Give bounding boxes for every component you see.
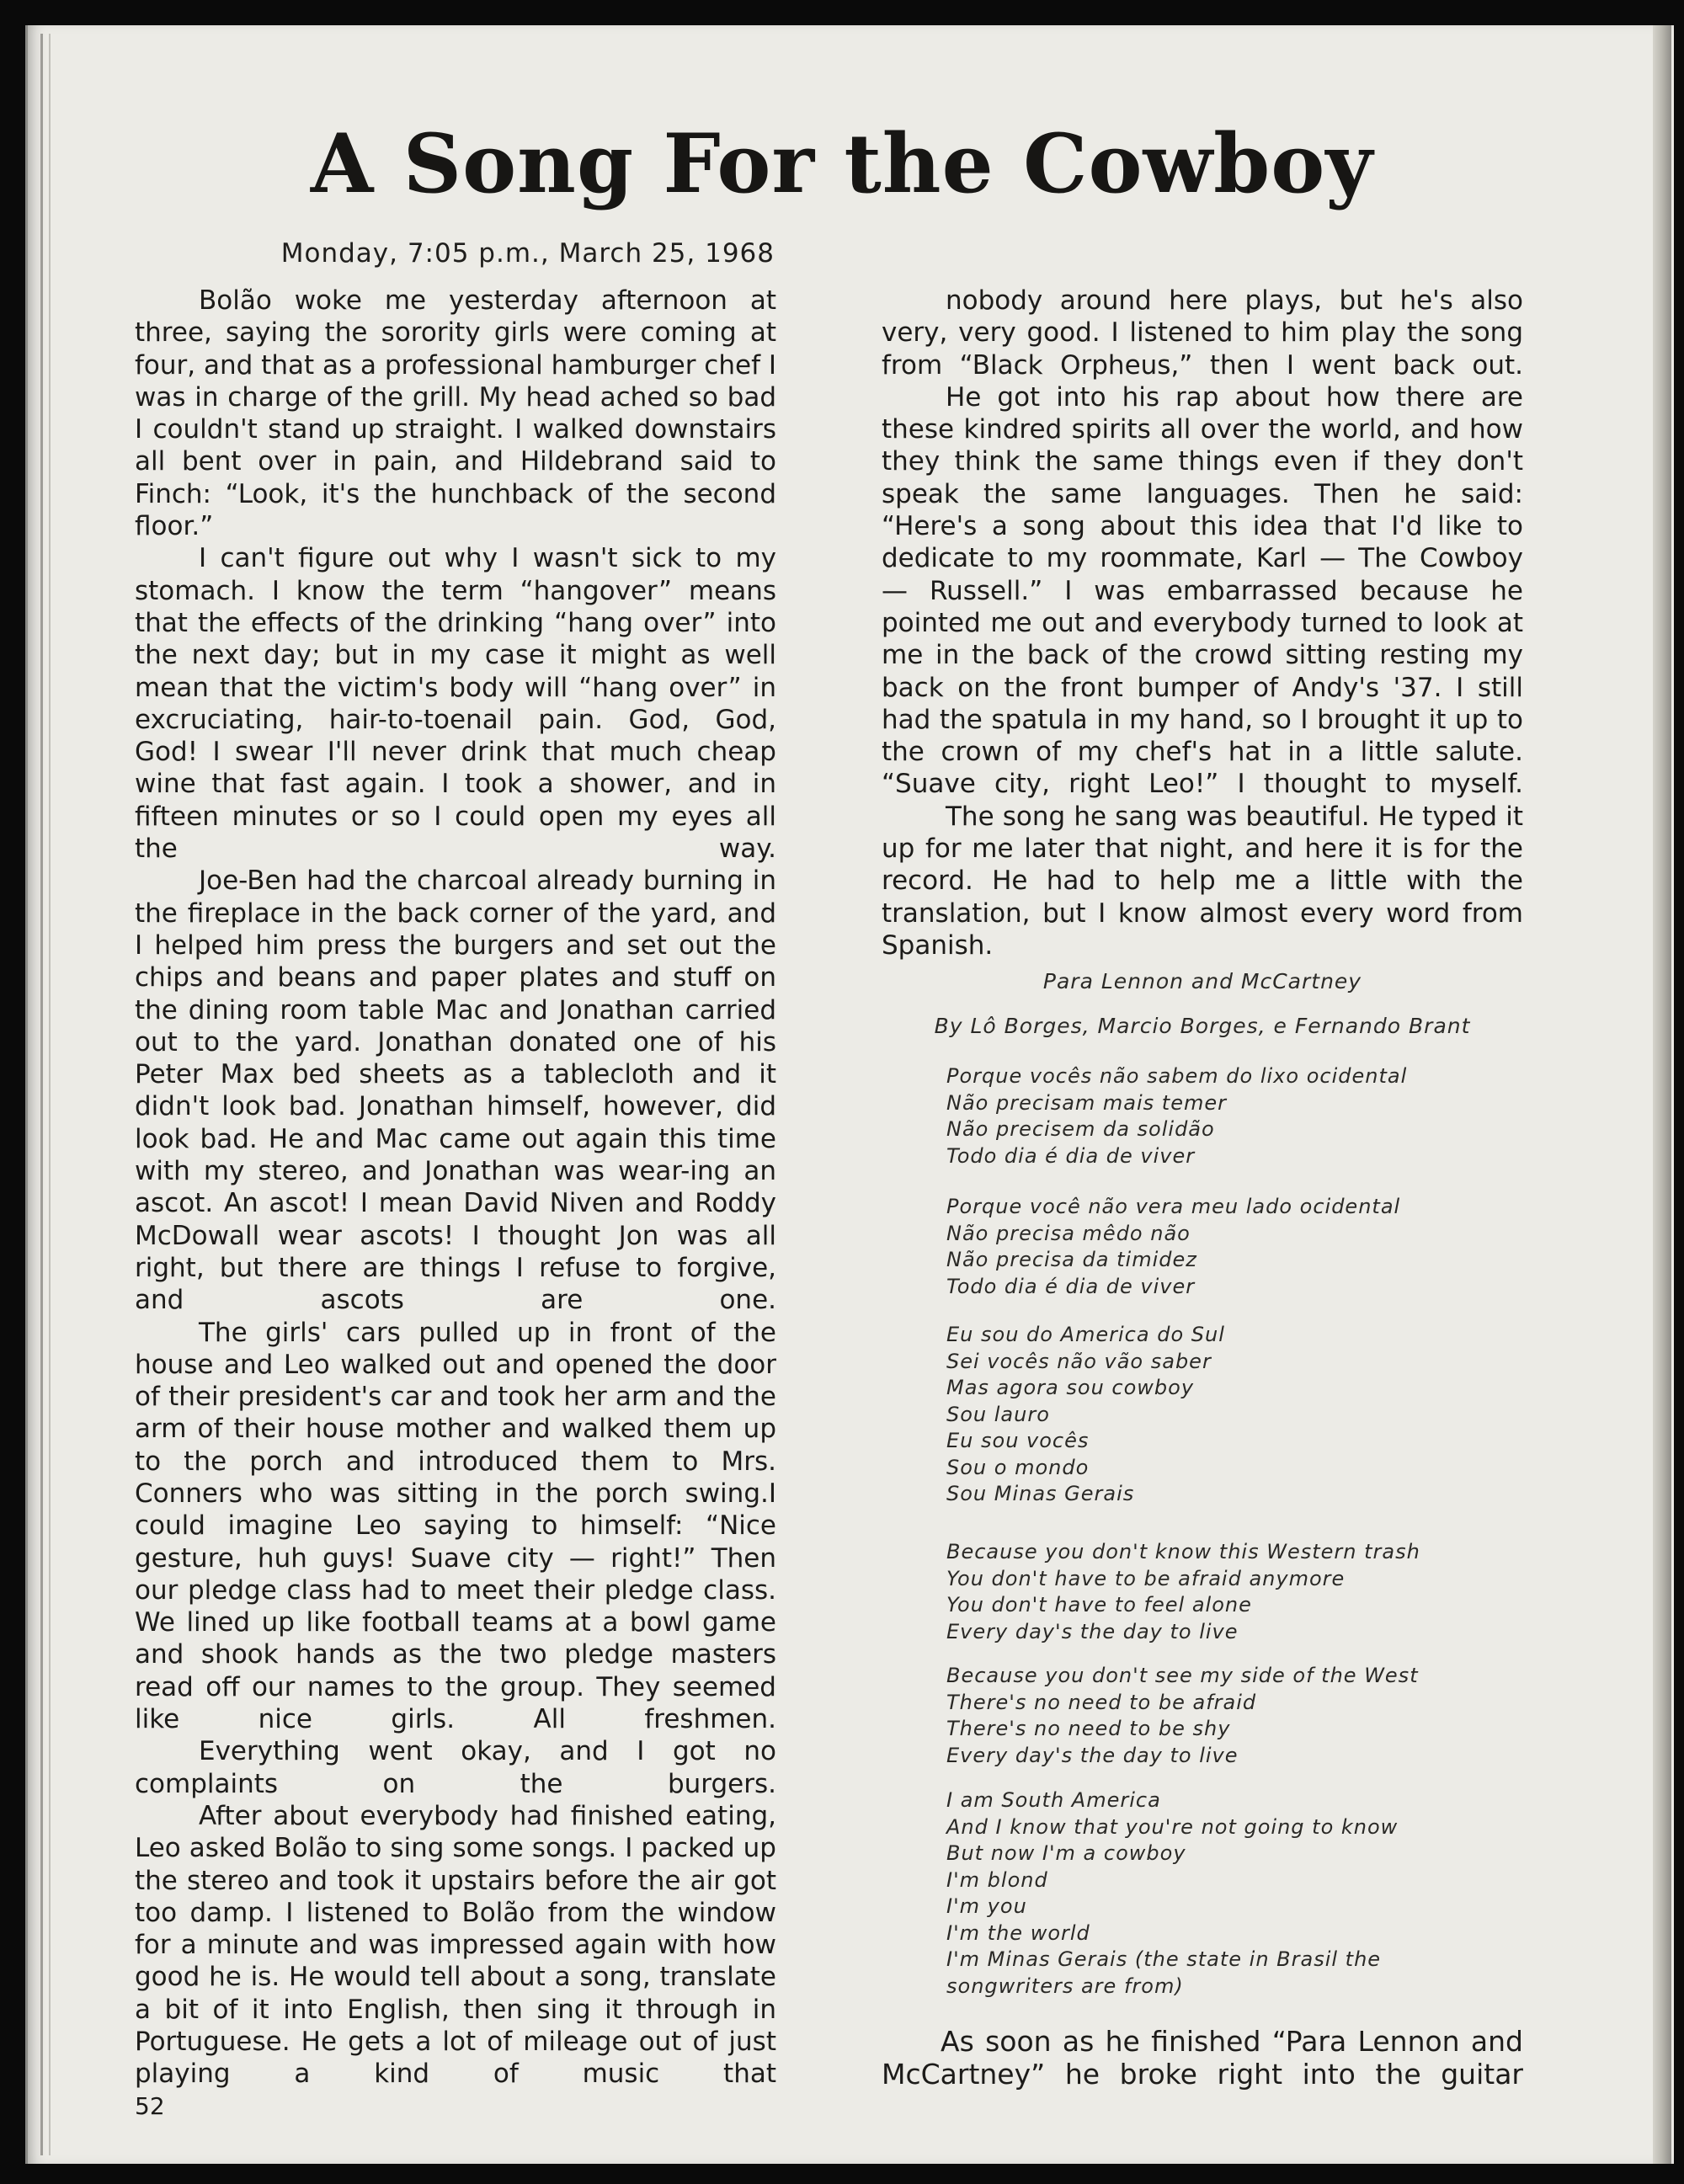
- song-byline: By Lô Borges, Marcio Borges, e Fernando Brant: [934, 1014, 1471, 1038]
- lyric-line: But now I'm a cowboy: [946, 1841, 1186, 1865]
- portuguese-stanza-3: [946, 1322, 1536, 1508]
- paragraph: As soon as he finished “Para Lennon and McCartney” he broke right into the guitar: [882, 2025, 1523, 2091]
- lyric-line: Every day's the day to live: [946, 1619, 1239, 1643]
- lyric-line: Mas agora sou cowboy: [946, 1376, 1195, 1399]
- lyric-line: songwriters are from): [946, 1974, 1184, 1998]
- lyric-line: I'm blond: [946, 1867, 1048, 1892]
- right-column: [882, 285, 1523, 961]
- lyric-line: Sou lauro: [946, 1402, 1050, 1426]
- lyric-line: Porque vocês não sabem do lixo ocidental: [946, 1064, 1408, 1088]
- lyric-line: You don't have to be afraid anymore: [946, 1566, 1346, 1590]
- lyric-line: Sou o mondo: [946, 1455, 1090, 1479]
- page-number: 52: [135, 2092, 165, 2120]
- paragraph: The song he sang was beautiful. He typed it up for me later that night, and here it is for the record. He had to help me a little with the translation, but I know almost every word from Spanish.: [882, 801, 1523, 961]
- paragraph: The girls' cars pulled up in front of the house and Leo walked out and opened the door of their president's car and took her arm and the arm of their house mother and walked them up to the porch and introduced them to Mrs. Conners who was sitting in the porch swing.I could imagine Leo saying to himself: “Nice gesture, huh guys! Suave city — right!” Then our pledge class had to meet their pledge class. We lined up like football teams at a bowl game and shook hands as the two pledge masters read off our names to the group. They seemed like nice girls. All freshmen.: [135, 1317, 776, 1735]
- english-stanza-1: [946, 1539, 1536, 1645]
- lyric-line: Não precisem da solidão: [946, 1117, 1215, 1141]
- lyric-line: Porque você não vera meu lado ocidental: [946, 1195, 1401, 1218]
- lyric-line: I'm Minas Gerais (the state in Brasil the: [946, 1947, 1382, 1971]
- closing-paragraph: [882, 2025, 1523, 2091]
- english-stanza-3: [946, 1787, 1536, 2000]
- lyric-line: Não precisa mêdo não: [946, 1221, 1191, 1245]
- song-title: Para Lennon and McCartney: [1042, 969, 1362, 993]
- lyric-line: Sou Minas Gerais: [946, 1482, 1135, 1505]
- lyric-line: There's no need to be shy: [946, 1717, 1231, 1740]
- lyric-line: Because you don't see my side of the West: [946, 1664, 1419, 1687]
- portuguese-stanza-2: [946, 1194, 1536, 1300]
- paragraph: Everything went okay, and I got no complaints on the burgers.: [135, 1736, 776, 1799]
- paragraph: Joe-Ben had the charcoal already burning in the fireplace in the back corner of the yard, and I helped him press the burgers and set out the chips and beans and paper plates and stuff on the dining room table Mac and Jonathan carried out to the yard. Jonathan donated one of his Peter Max bed sheets as a tablecloth and it didn't look bad. Jonathan himself, however, did look bad. He and Mac came out again this time with my stereo, and Jonathan was wear-ing an ascot. An ascot! I mean David Niven and Roddy McDowall wear ascots! I thought Jon was all right, but there are things I refuse to forgive, and ascots are one.: [135, 866, 776, 1316]
- paragraph: He got into his rap about how there are these kindred spirits all over the world, and how they think the same things even if they don't speak the same languages. Then he said: “Here's a song about this idea that I'd like to dedicate to my roommate, Karl — The Cowboy — Russell.” I was embarrassed because he pointed me out and everybody turned to look at me in the back of the crowd sitting resting my back on the front bumper of Andy's '37. I still had the spatula in my hand, so I brought it up to the crown of my chef's hat in a little salute. “Suave city, right Leo!” I thought to myself.: [882, 381, 1523, 800]
- lyric-line: Não precisa da timidez: [946, 1248, 1197, 1271]
- lyric-line: I'm you: [946, 1894, 1027, 1918]
- lyric-line: You don't have to feel alone: [946, 1593, 1252, 1617]
- paragraph: Bolão woke me yesterday afternoon at three, saying the sorority girls were coming at four, and that as a professional hamburger chef I was in charge of the grill. My head ached so bad I couldn't stand up straight. I walked downstairs all bent over in pain, and Hildebrand said to Finch: “Look, it's the hunchback of the second floor.”: [135, 285, 776, 542]
- lyric-line: I'm the world: [946, 1920, 1090, 1945]
- lyric-line: Todo dia é dia de viver: [946, 1143, 1196, 1168]
- lyric-line: And I know that you're not going to know: [946, 1814, 1399, 1839]
- lyric-line: Todo dia é dia de viver: [946, 1274, 1196, 1298]
- portuguese-stanza-1: [946, 1063, 1536, 1169]
- lyric-line: There's no need to be afraid: [946, 1690, 1257, 1714]
- lyric-line: Eu sou do America do Sul: [946, 1323, 1225, 1346]
- lyric-line: Sei vocês não vão saber: [946, 1349, 1212, 1373]
- left-column: [135, 285, 776, 2091]
- lyric-line: I am South America: [946, 1788, 1161, 1812]
- page-gutter: [40, 34, 43, 2155]
- paragraph: After about everybody had finished eating, Leo asked Bolão to sing some songs. I packed up the stereo and took it upstairs before the air got too damp. I listened to Bolão from the window for a minute and was impressed again with how good he is. He would tell about a song, translate a bit of it into English, then sing it through in Portuguese. He gets a lot of mileage out of just playing a kind of music that: [135, 1800, 776, 2090]
- english-stanza-2: [946, 1663, 1536, 1769]
- dateline: Monday, 7:05 p.m., March 25, 1968: [280, 238, 775, 269]
- lyric-line: Because you don't know this Western trash: [946, 1540, 1420, 1563]
- lyric-line: Não precisam mais temer: [946, 1090, 1227, 1115]
- lyric-line: Eu sou vocês: [946, 1429, 1090, 1452]
- article-title: A Song For the Cowboy: [310, 116, 1374, 211]
- page-edge: [1653, 25, 1671, 2164]
- paragraph: nobody around here plays, but he's also very, very good. I listened to him play the song from “Black Orpheus,” then I went back out.: [882, 285, 1523, 381]
- lyric-line: Every day's the day to live: [946, 1743, 1239, 1767]
- page-gutter-line: [49, 34, 51, 2155]
- paragraph: I can't figure out why I wasn't sick to my stomach. I know the term “hangover” means that the effects of the drinking “hang over” into the next day; but in my case it might as well mean that the victim's body will “hang over” in excruciating, hair-to-toenail pain. God, God, God! I swear I'll never drink that much cheap wine that fast again. I took a shower, and in fifteen minutes or so I could open my eyes all the way.: [135, 543, 776, 865]
